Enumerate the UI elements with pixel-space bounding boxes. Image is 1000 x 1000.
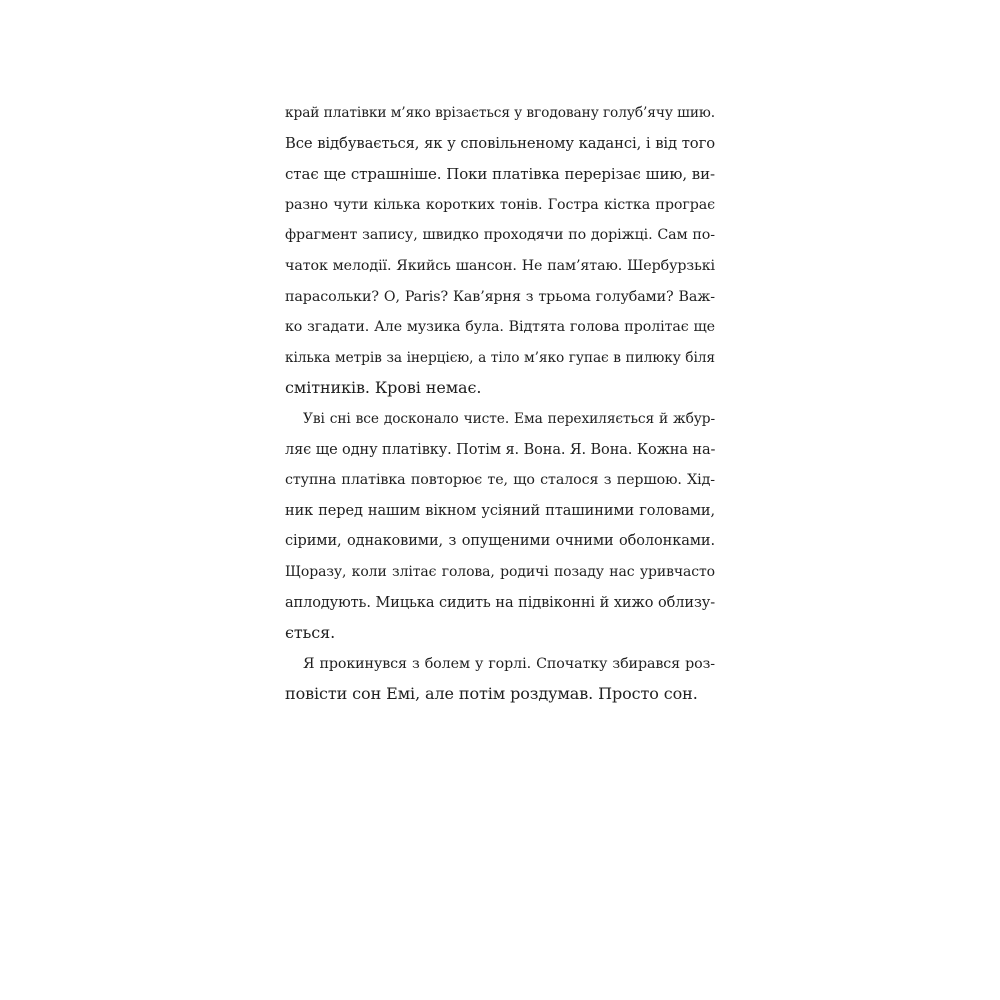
text-line: повісти сон Емі, але потім роздумав. Просто сон. <box>285 684 698 704</box>
text-line: кілька метрів за інерцією, а тіло м’яко гупає в пилюку біля <box>285 349 715 366</box>
text-line: парасольки? О, Paris? Кав’ярня з трьома голубами? Важ- <box>285 288 715 305</box>
text-line: Все відбувається, як у сповільненому кадансі, і від того <box>285 134 715 152</box>
text-line: фрагмент запису, швидко проходячи по доріжці. Сам по- <box>285 227 715 244</box>
text-line: Я прокинувся з болем у горлі. Спочатку збирався роз- <box>303 655 715 672</box>
paragraph-1 <box>285 98 715 404</box>
text-line: Щоразу, коли злітає голова, родичі позаду нас уривчасто <box>285 563 715 580</box>
text-line: аплодують. Мицька сидить на підвіконні й хижо облизу- <box>285 594 715 611</box>
paragraph-3 <box>285 649 715 710</box>
text-line: ступна платівка повторює те, що сталося з першою. Хід- <box>285 472 715 489</box>
paragraph-2 <box>285 404 715 649</box>
text-line: сірими, однаковими, з опущеними очними оболонками. <box>285 533 715 550</box>
text-line: Уві сні все досконало чисте. Ема перехиляється й жбур- <box>303 410 715 427</box>
text-line: ляє ще одну платівку. Потім я. Вона. Я. Вона. Кожна на- <box>285 441 716 458</box>
text-line: ко згадати. Але музика була. Відтята голова пролітає ще <box>285 319 715 336</box>
body-text <box>285 98 715 710</box>
text-line: чаток мелодії. Якийсь шансон. Не пам’ятаю. Шербурзькі <box>285 257 715 274</box>
text-line: ється. <box>285 623 336 643</box>
text-line: разно чути кілька коротких тонів. Гостра кістка програє <box>285 196 715 213</box>
text-line: стає ще страшніше. Поки платівка перерізає шию, ви- <box>285 165 715 184</box>
text-line: край платівки м’яко врізається у вгодовану голуб’ячу шию. <box>285 105 716 121</box>
text-line: смітників. Крові немає. <box>285 378 482 398</box>
text-line: ник перед нашим вікном усіяний пташиними головами, <box>285 502 715 519</box>
